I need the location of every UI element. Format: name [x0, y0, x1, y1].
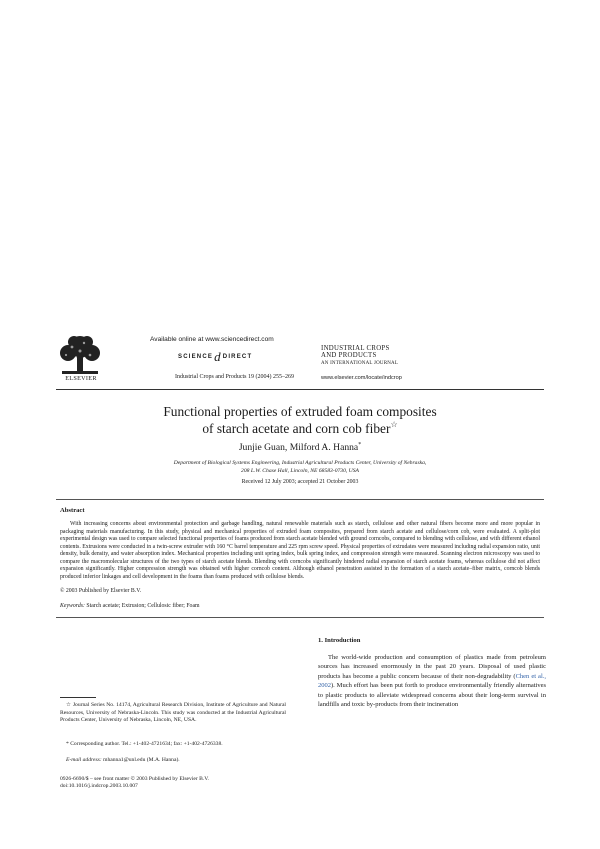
introduction-text-b: ). Much effort has been put forth to produce environmentally friendly alternatives to plastic products to alleviate widespread concerns about their long-term survival in landfills and toxic by-products from their incineration [318, 682, 546, 709]
article-title-line-2: of starch acetate and corn cob fiber [202, 420, 391, 436]
article-title-line-1: Functional properties of extruded foam composites [163, 404, 437, 419]
footnote-divider [60, 697, 96, 698]
introduction-body [318, 653, 546, 710]
journal-name-line-1: INDUSTRIAL CROPS [321, 345, 390, 352]
publisher-name: ELSEVIER [65, 375, 97, 382]
corresponding-author-mark[interactable]: * [358, 442, 362, 448]
footnote-journal-series: ☆ Journal Series No. 14174, Agricultural Research Division, Institute of Agriculture and Natural Resources, University of Nebraska-Lincoln. This study was conducted at the Industrial Agricultural Products Center, University of Nebraska, Lincoln, NE, USA. [60, 702, 286, 724]
affiliation-line-1: Department of Biological Systems Engineering, Industrial Agricultural Products Center, University of Nebraska, [173, 460, 427, 466]
sciencedirect-d-icon: d [214, 349, 222, 364]
footnote-email [66, 757, 286, 765]
footnote-corresponding-author: * Corresponding author. Tel.: +1-402-4721634; fax: +1-402-4726338. [66, 741, 223, 747]
journal-name-line-3: AN INTERNATIONAL JOURNAL [321, 360, 399, 366]
header-divider [56, 389, 544, 390]
abstract-bottom-divider [56, 617, 544, 618]
issn-line: 0926-6690/$ – see front matter © 2003 Published by Elsevier B.V. [60, 776, 209, 782]
introduction-text-a: The world-wide production and consumption of plastics made from petroleum sources has increased enormously in the past 20 years. Disposal of used plastic products has become a public concern because of their non-degradability ( [318, 654, 546, 680]
copyright-notice: © 2003 Published by Elsevier B.V. [60, 588, 142, 594]
publisher-line [60, 776, 209, 790]
abstract-heading: Abstract [60, 507, 85, 514]
section-heading-introduction: 1. Introduction [318, 637, 361, 644]
affiliation [80, 459, 520, 475]
journal-url-link[interactable]: www.elsevier.com/locate/indcrop [321, 375, 402, 381]
article-title [60, 404, 540, 437]
received-dates: Received 12 July 2003; accepted 21 October 2003 [241, 479, 359, 485]
abstract-top-divider [56, 499, 544, 500]
title-footnote-mark[interactable]: ☆ [390, 419, 398, 429]
author-list [60, 442, 540, 453]
sciencedirect-right: DIRECT [222, 354, 253, 360]
citation-link[interactable]: Chen et al., 2002 [318, 672, 546, 690]
keywords [60, 603, 200, 609]
keywords-list: Starch acetate; Extrusion; Cellulosic fiber; Foam [86, 603, 200, 609]
email-address-link[interactable]: mhanna1@unl.edu (M.A. Hanna). [103, 757, 180, 763]
authors[interactable]: Junjie Guan, Milford A. Hanna [238, 442, 359, 454]
sciencedirect-left: SCIENCE [178, 354, 214, 360]
available-online-link[interactable]: Available online at www.sciencedirect.com [150, 336, 274, 343]
journal-name [321, 345, 398, 367]
keywords-label: Keywords: [60, 603, 85, 609]
journal-name-line-2: AND PRODUCTS [321, 352, 377, 360]
sciencedirect-logo [178, 349, 252, 365]
affiliation-line-2: 208 L.W. Chase Hall, Lincoln, NE 68583-0730, USA [241, 468, 359, 474]
doi-link[interactable]: doi:10.1016/j.indcrop.2003.10.007 [60, 783, 138, 790]
email-label: E-mail address: [66, 757, 102, 763]
abstract-body: With increasing concerns about environmental protection and garbage handling, natural renewable materials such as starch, cellulose and other natural fibers become more and more popular in packaging materials manufacturing. In this study, physical and mechanical properties of extruded foam composites, prepared from starch acetate and cellulose/corn cob, were evaluated. A split-plot experimental design was used to compare selected functional properties of foams produced from starch acetate blended with ground corncobs, compared to blending with cellulose, and with different ethanol contents. Extrusions were conducted in a twin-screw extruder with 160 °C barrel temperature and 225 rpm screw speed. Physical properties of extrudates were measured including radial expansion ratio, unit density, bulk density, and water absorption index. Mechanical properties including unit spring index, bulk spring index, and compression strength were measured. Scanning electron microscopy was used to compare the macromolecular structures of the two types of starch acetate blends. Blending with corncobs significantly hindered radial expansion of starch acetate foams, whereas cellulose did not affect expansion significantly. Higher compression strength was obtained with higher corncob content. Although ethanol penetration assisted in the formation of a starch acetate–fiber matrix, corncob blends produced inferior linkages and cell development in the foams than foams produced with cellulose blends. [60, 521, 540, 580]
journal-reference: Industrial Crops and Products 19 (2004) 255–269 [175, 374, 294, 380]
